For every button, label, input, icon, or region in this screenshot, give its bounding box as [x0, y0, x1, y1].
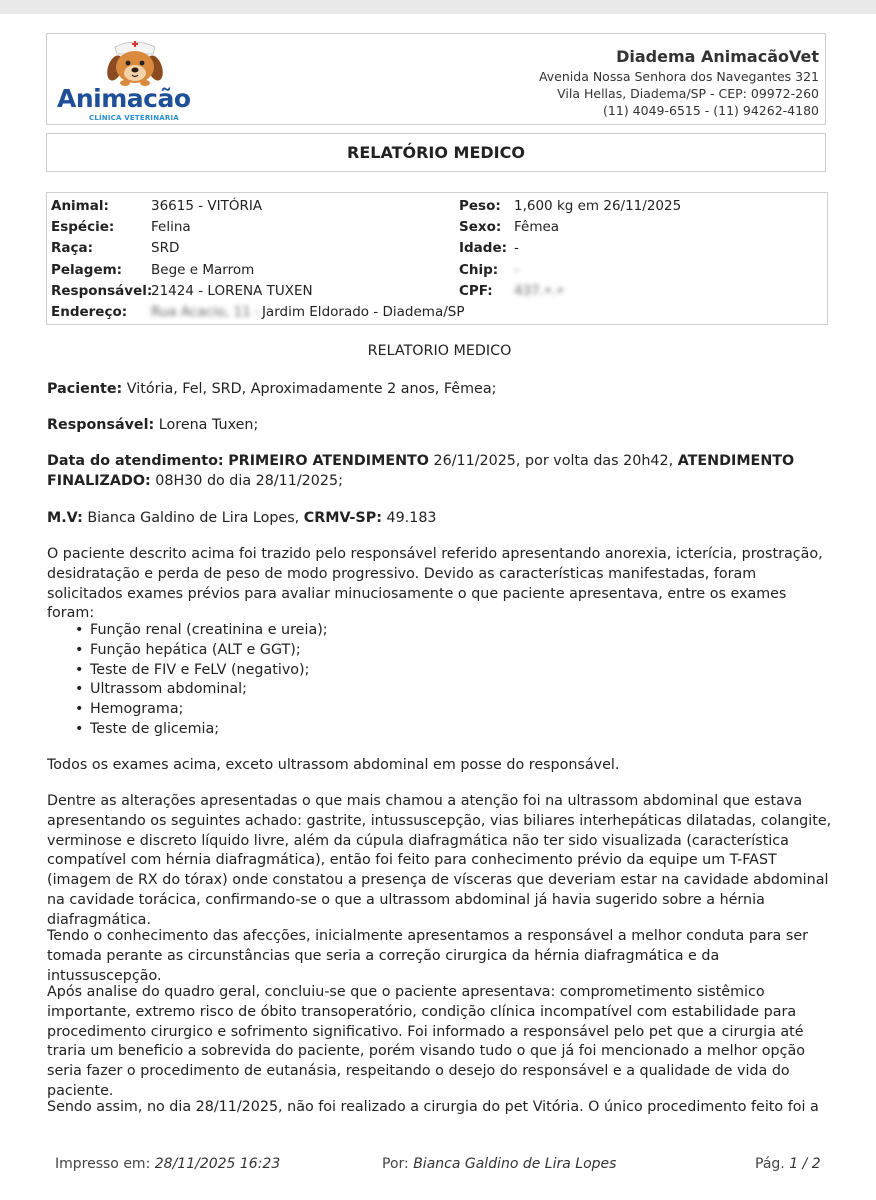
page-value: 1 / 2	[789, 1156, 821, 1172]
list-item: • Hemograma;	[75, 700, 328, 720]
clinic-header	[46, 33, 826, 125]
printed-at	[55, 1154, 280, 1174]
page-number	[755, 1154, 821, 1174]
clinic-logo	[55, 38, 205, 122]
info-label: Raça:	[51, 240, 94, 256]
info-responsavel	[51, 281, 313, 301]
info-animal	[51, 196, 262, 216]
vet-label: M.V:	[47, 510, 83, 526]
redacted-address: Rua Acacio, 11 -	[151, 304, 260, 320]
date-label: Data do atendimento:	[47, 453, 224, 469]
report-heading: RELATORIO MEDICO	[367, 343, 512, 359]
info-label: CPF:	[459, 283, 493, 299]
list-item: • Teste de glicemia;	[75, 720, 328, 740]
printed-by	[382, 1154, 616, 1174]
clinic-address-2: Vila Hellas, Diadema/SP - CEP: 09972-260	[557, 86, 819, 101]
clinic-address-1: Avenida Nossa Senhora dos Navegantes 321	[538, 69, 819, 84]
list-item: • Função renal (creatinina e ureia);	[75, 621, 328, 641]
info-value: Bege e Marrom	[151, 262, 255, 278]
list-item: • Função hepática (ALT e GGT);	[75, 641, 328, 661]
info-endereco	[51, 302, 464, 322]
date-line	[47, 452, 832, 492]
vet-name: Bianca Galdino de Lira Lopes,	[87, 510, 300, 526]
patient-line	[47, 380, 832, 400]
document-title: RELATÓRIO MEDICO	[46, 133, 826, 172]
exam-list	[75, 621, 328, 740]
printed-by-value: Bianca Galdino de Lira Lopes	[413, 1156, 617, 1172]
info-pelagem	[51, 260, 254, 280]
info-value: 36615 - VITÓRIA	[151, 198, 263, 214]
info-cpf	[459, 281, 564, 301]
info-label: Peso:	[459, 198, 501, 214]
finalized-value: 08H30 do dia 28/11/2025;	[155, 472, 343, 489]
top-edge	[0, 0, 876, 14]
page-label: Pág.	[755, 1156, 785, 1172]
redacted-chip: -	[514, 262, 519, 278]
owner-label: Responsável:	[47, 417, 155, 433]
info-idade	[459, 238, 519, 258]
info-value: 21424 - LORENA TUXEN	[151, 283, 313, 299]
info-label: Animal:	[51, 198, 109, 214]
patient-value: Vitória, Fel, SRD, Aproximadamente 2 anos, Fêmea;	[126, 381, 497, 397]
logo-text: Animacão	[57, 84, 191, 113]
logo-subtitle: CLÍNICA VETERINÁRIA	[89, 114, 179, 122]
info-value: SRD	[151, 240, 180, 256]
clinic-contact	[539, 46, 819, 119]
info-label: Pelagem:	[51, 262, 123, 278]
info-value: Fêmea	[514, 219, 560, 235]
paragraph-6: Sendo assim, no dia 28/11/2025, não foi realizado a cirurgia do pet Vitória. O único procedimento feito foi a	[47, 1099, 819, 1115]
patient-label: Paciente:	[47, 381, 123, 397]
printed-label: Impresso em:	[55, 1156, 151, 1172]
info-peso	[459, 196, 681, 216]
info-sexo	[459, 217, 559, 237]
info-value: -	[514, 240, 519, 256]
crmv-label: CRMV-SP:	[303, 510, 382, 526]
clinic-name: Diadema AnimacãoVet	[616, 47, 819, 66]
info-label: Chip:	[459, 262, 499, 278]
crmv-value: 49.183	[386, 510, 437, 526]
info-value: Jardim Eldorado - Diadema/SP	[261, 304, 465, 320]
finalized-label: ATENDIMENTO FINALIZADO:	[47, 453, 795, 489]
info-label: Responsável:	[51, 283, 153, 299]
info-especie	[51, 217, 191, 237]
first-visit-label: PRIMEIRO ATENDIMENTO	[228, 453, 429, 469]
info-raca	[51, 238, 179, 258]
info-value: Felina	[151, 219, 191, 235]
first-visit-value: 26/11/2025, por volta das 20h42,	[433, 453, 674, 469]
paragraph-2: Todos os exames acima, exceto ultrassom abdominal em posse do responsável.	[47, 757, 620, 773]
info-chip	[459, 260, 519, 280]
list-item: • Teste de FIV e FeLV (negativo);	[75, 661, 328, 681]
list-item: • Ultrassom abdominal;	[75, 680, 328, 700]
owner-value: Lorena Tuxen;	[158, 417, 259, 433]
owner-line	[47, 416, 832, 436]
info-label: Idade:	[459, 240, 508, 256]
clinic-phones: (11) 4049-6515 - (11) 94262-4180	[603, 103, 819, 118]
info-label: Endereço:	[51, 304, 128, 320]
paragraph-3: Dentre as alterações apresentadas o que mais chamou a atenção foi na ultrassom abdominal que estava apresentando os seguintes achado: gastrite, intussuscepção, vias biliares interhepáticas dilatadas, colangite, verminose e discreto líquido livre, além da cúpula diafragmática não ter sido visualizada (característica compatível com hérnia diafragmática), então foi feito para conhecimento prévio da equipe um T-FAST (imagem de RX do tórax) onde constatou a presença de vísceras que deveriam estar na cavidade abdominal na cavidade torácica, confirmando-se o que a ultrassom abdominal já havia sugerido sobre a hérnia diafragmática.	[47, 793, 832, 928]
paragraph-1: O paciente descrito acima foi trazido pelo responsável referido apresentando anorexia, icterícia, prostração, desidratação e perda de peso de modo progressivo. Devido as características manifestadas, foram solicitados exames prévios para avaliar minuciosamente o que paciente apresentava, entre os exames foram:	[47, 546, 823, 622]
paragraph-4: Tendo o conhecimento das afecções, inicialmente apresentamos a responsável a melhor conduta para ser tomada perante as circunstâncias que seria a correção cirurgica da hérnia diafragmática e da intussuscepção.	[47, 928, 808, 984]
paragraph-5: Após analise do quadro geral, concluiu-se que o paciente apresentava: comprometimento sistêmico importante, extremo risco de óbito transoperatório, condição clínica incompatível com estabilidade para procedimento cirurgico e sofrimento significativo. Foi informado a responsável pelo pet que a cirurgia até traria um beneficio a sobrevida do paciente, porém visando tudo o que já foi mencionado a melhor opção seria fazer o procedimento de eutanásia, respeitando o desejo do responsável e a qualidade de vida do paciente.	[47, 984, 805, 1099]
info-label: Sexo:	[459, 219, 502, 235]
printed-value: 28/11/2025 16:23	[154, 1156, 281, 1172]
animal-info-box	[46, 192, 828, 325]
vet-line	[47, 509, 832, 529]
redacted-cpf: 437.•.•	[514, 283, 565, 299]
info-value: 1,600 kg em 26/11/2025	[514, 198, 682, 214]
printed-by-label: Por:	[382, 1156, 409, 1172]
info-label: Espécie:	[51, 219, 115, 235]
